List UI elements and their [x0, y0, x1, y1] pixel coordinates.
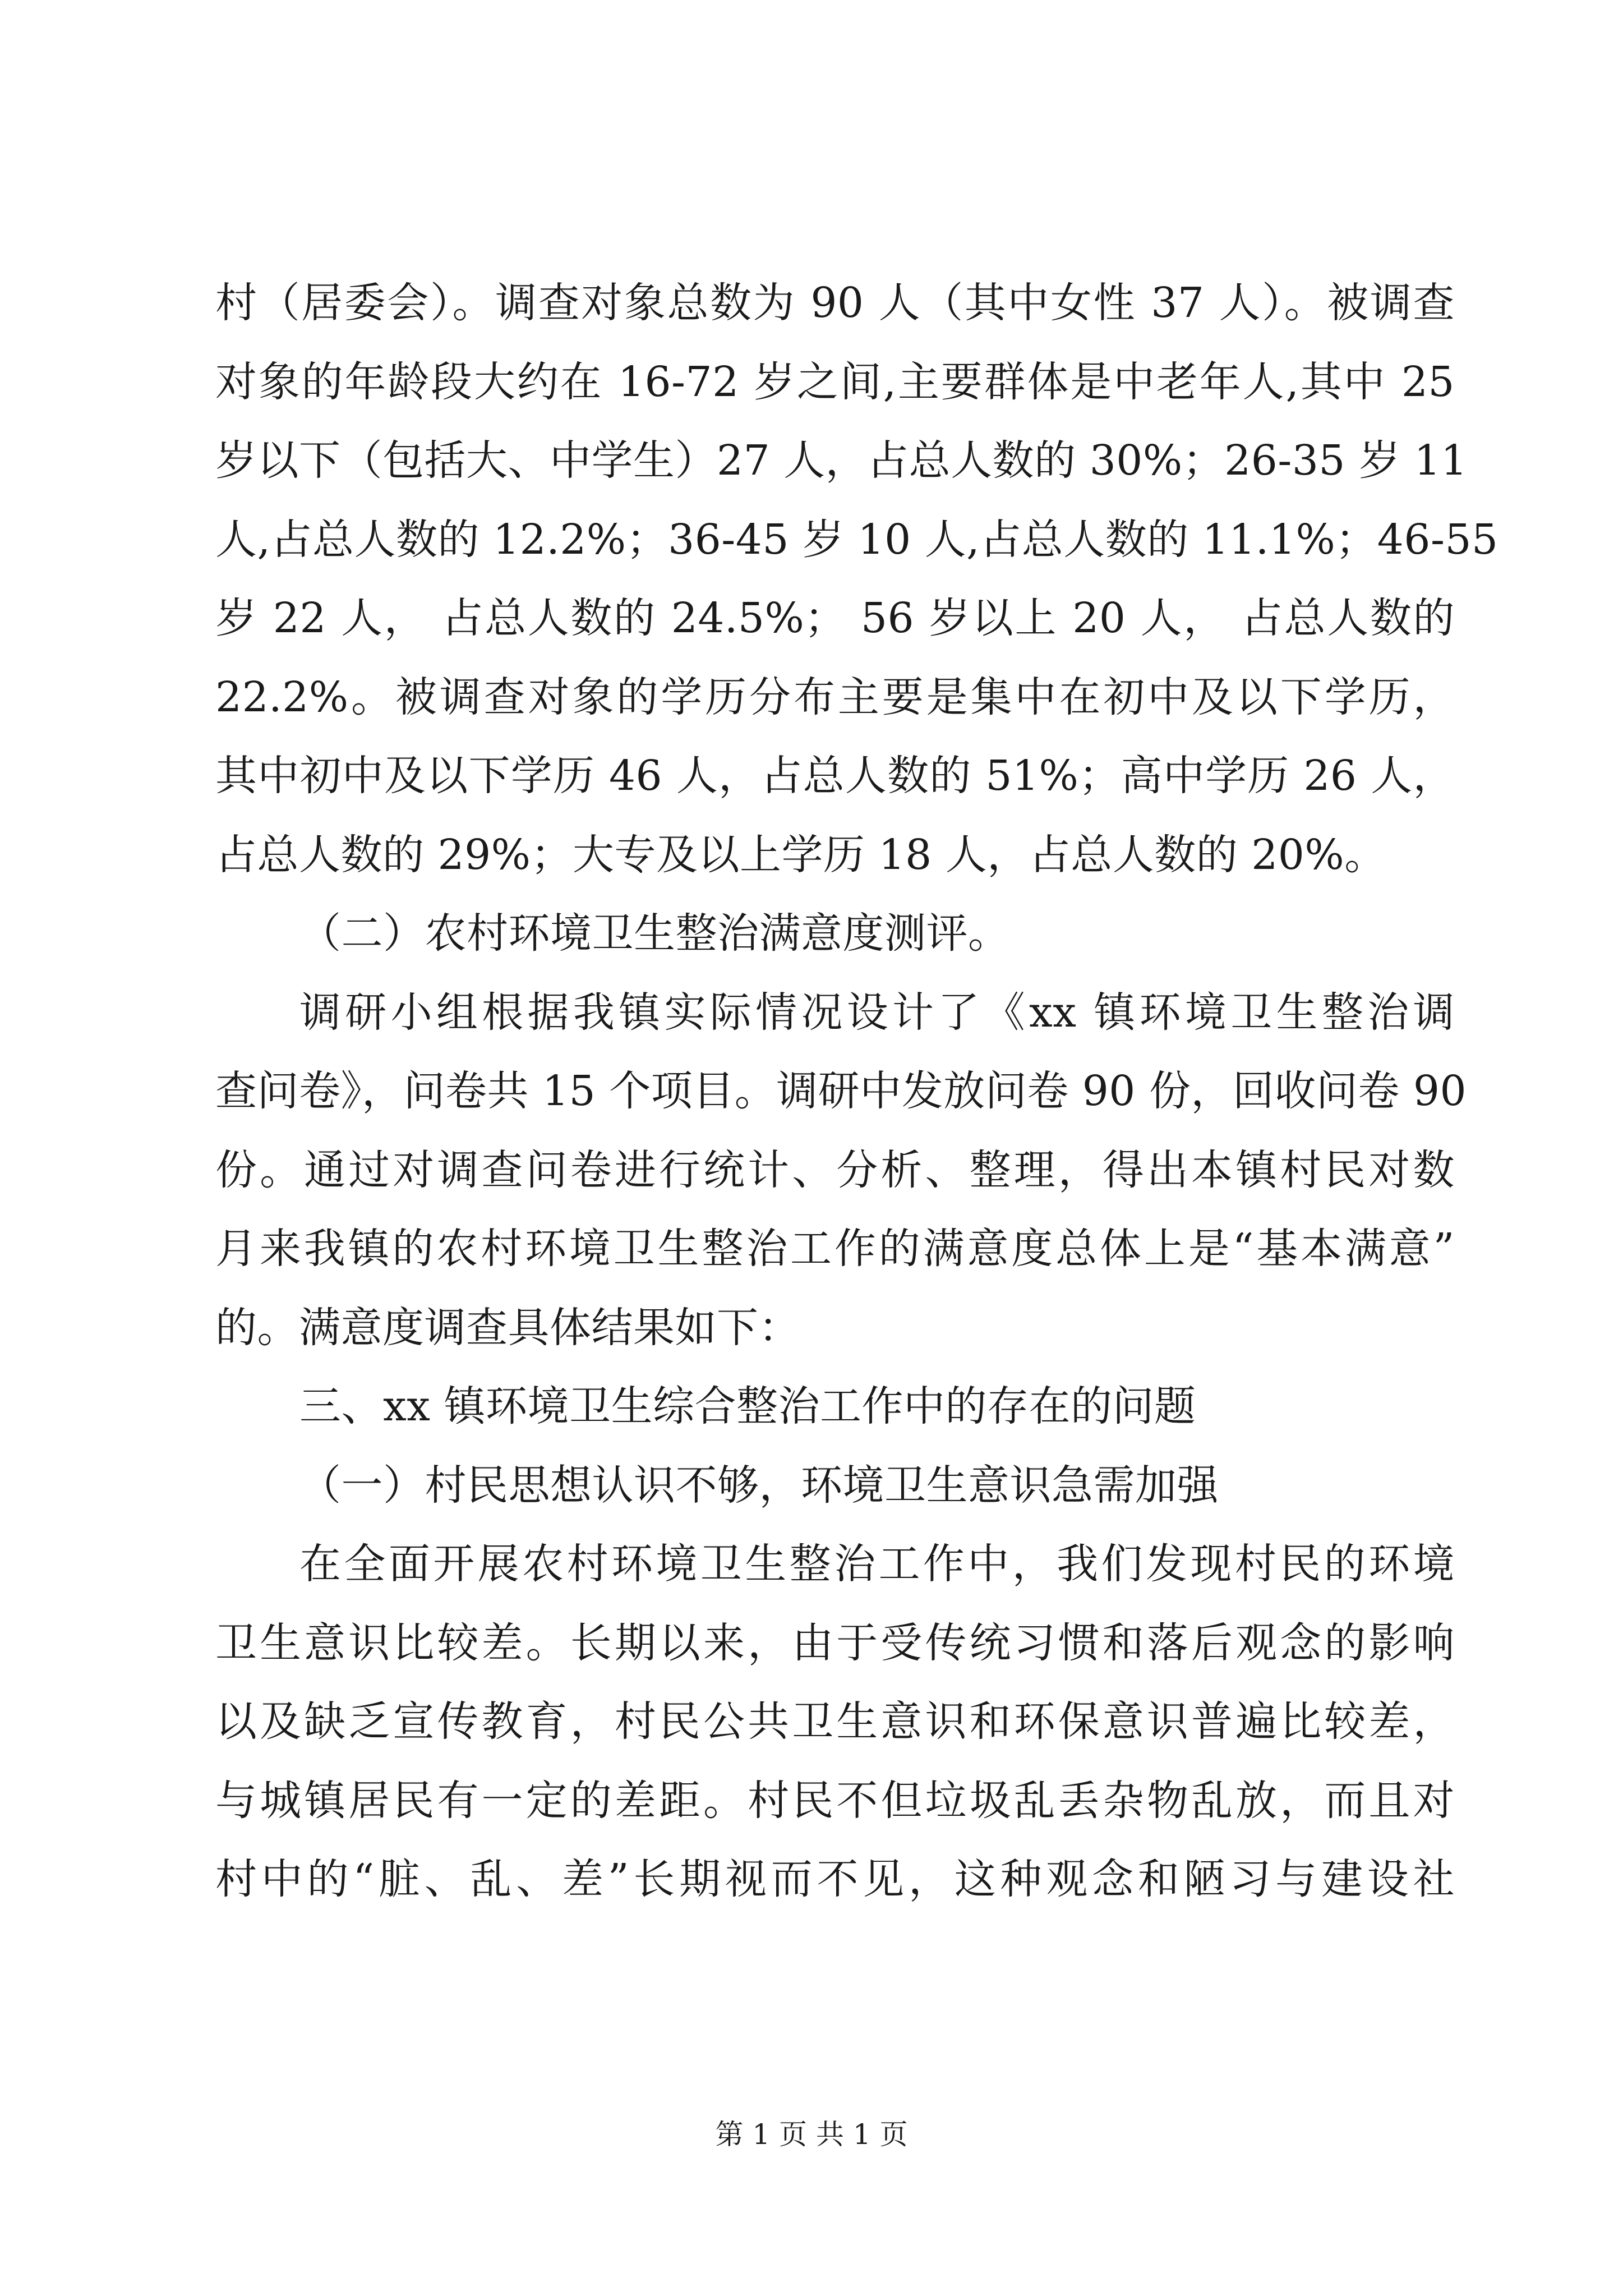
text-line: 岁 22 人， 占总人数的 24.5%； 56 岁以上 20 人， 占总人数的 — [215, 594, 1455, 642]
text-line: 人,占总人数的 12.2%；36-45 岁 10 人,占总人数的 11.1%；46-55 — [215, 515, 1498, 564]
text-line: （二）农村环境卫生整治满意度测评。 — [299, 909, 1010, 958]
text-line: 对象的年龄段大约在 16-72 岁之间,主要群体是中老年人,其中 25 — [215, 357, 1455, 406]
text-line: 岁以下（包括大、中学生）27 人，占总人数的 30%；26-35 岁 11 — [215, 436, 1468, 485]
text-line: （一）村民思想认识不够，环境卫生意识急需加强 — [299, 1461, 1219, 1510]
text-line: 与城镇居民有一定的差距。村民不但垃圾乱丢杂物乱放，而且对 — [215, 1776, 1455, 1825]
page-footer: 第 1 页 共 1 页 — [715, 2118, 908, 2151]
text-line: 调研小组根据我镇实际情况设计了《xx 镇环境卫生整治调 — [299, 988, 1455, 1037]
text-line: 其中初中及以下学历 46 人，占总人数的 51%；高中学历 26 人， — [215, 752, 1455, 800]
text-line: 三、xx 镇环境卫生综合整治工作中的存在的问题 — [299, 1382, 1196, 1430]
text-line: 卫生意识比较差。长期以来，由于受传统习惯和落后观念的影响 — [215, 1618, 1455, 1667]
text-line: 份。通过对调查问卷进行统计、分析、整理，得出本镇村民对数 — [215, 1145, 1455, 1194]
text-line: 以及缺乏宣传教育，村民公共卫生意识和环保意识普遍比较差， — [215, 1697, 1455, 1746]
text-line: 月来我镇的农村环境卫生整治工作的满意度总体上是“基本满意” — [215, 1225, 1455, 1273]
document-body — [215, 264, 1498, 1919]
text-line: 村（居委会）。调查对象总数为 90 人（其中女性 37 人）。被调查 — [215, 279, 1455, 327]
text-line: 查问卷》，问卷共 15 个项目。调研中发放问卷 90 份，回收问卷 90 — [215, 1067, 1467, 1115]
text-line: 占总人数的 29%；大专及以上学历 18 人，占总人数的 20%。 — [215, 830, 1386, 879]
text-line: 村中的“脏、乱、差”长期视而不见，这种观念和陋习与建设社 — [215, 1855, 1455, 1903]
text-line: 的。满意度调查具体结果如下： — [215, 1303, 800, 1352]
text-line: 在全面开展农村环境卫生整治工作中，我们发现村民的环境 — [299, 1540, 1455, 1588]
text-line: 22.2%。被调查对象的学历分布主要是集中在初中及以下学历， — [215, 673, 1455, 721]
